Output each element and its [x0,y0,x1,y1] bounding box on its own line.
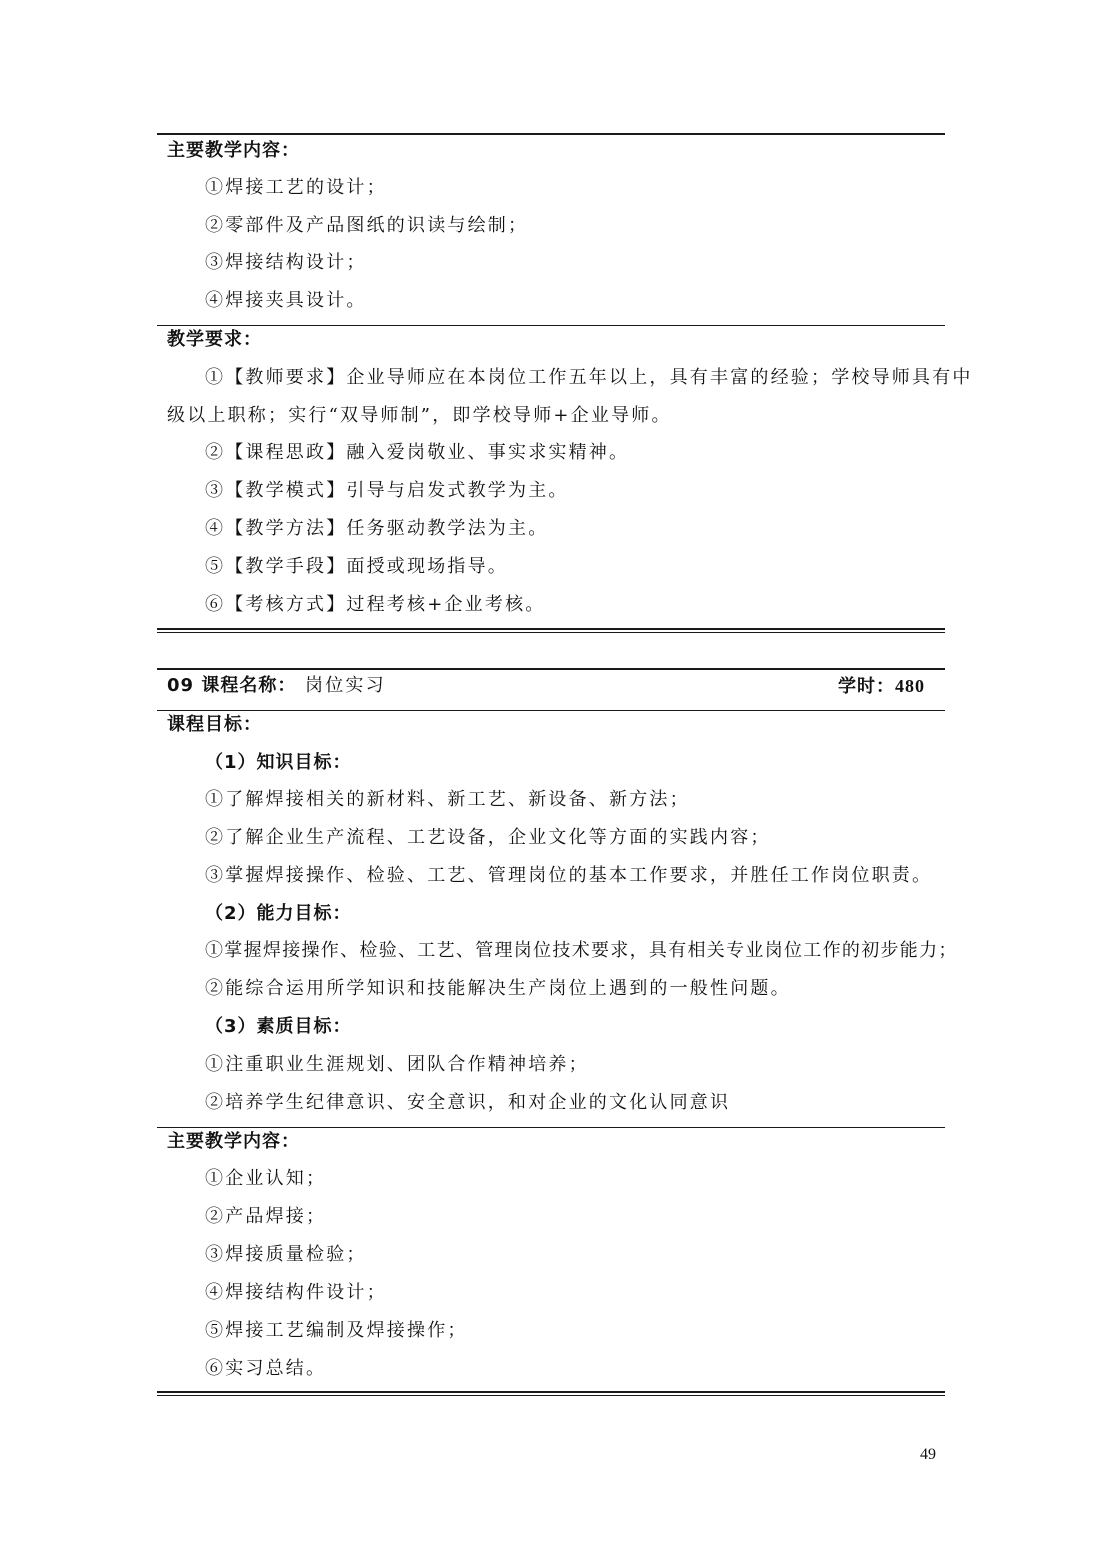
content-heading: 主要教学内容： [167,140,300,161]
list-item: ②了解企业生产流程、工艺设备，企业文化等方面的实践内容； [205,827,771,848]
course-number-label: 09 课程名称： [167,675,297,696]
ability-heading: （2）能力目标： [205,903,352,924]
requirements-heading: 教学要求： [167,329,262,350]
course-top-rule [157,668,945,670]
list-item: ①【教师要求】企业导师应在本岗位工作五年以上，具有丰富的经验；学校导师具有中 [205,367,973,388]
objectives-heading: 课程目标： [167,714,262,735]
list-item: ①注重职业生涯规划、团队合作精神培养； [205,1054,589,1075]
list-item: ①掌握焊接操作、检验、工艺、管理岗位技术要求，具有相关专业岗位工作的初步能力； [205,940,958,961]
list-item: ②培养学生纪律意识、安全意识，和对企业的文化认同意识 [205,1092,731,1113]
divider [157,325,945,326]
list-item: ⑥【考核方式】过程考核+企业考核。 [205,594,546,615]
list-item: ②产品焊接； [205,1206,327,1227]
list-item: ⑤焊接工艺编制及焊接操作； [205,1320,468,1341]
list-item: ③【教学模式】引导与启发式教学为主。 [205,480,569,501]
section-end-rule [157,632,945,633]
list-item: ①企业认知； [205,1168,327,1189]
list-item: ③掌握焊接操作、检验、工艺、管理岗位的基本工作要求，并胜任工作岗位职责。 [205,865,933,886]
list-item: ①焊接工艺的设计； [205,177,387,198]
section-end-rule [157,1395,945,1396]
quality-heading: （3）素质目标： [205,1016,352,1037]
divider [157,710,945,711]
list-item-continued: 级以上职称；实行“双导师制”，即学校导师+企业导师。 [167,405,672,426]
page-number: 49 [920,1446,936,1463]
divider [157,1127,945,1128]
list-item: ④【教学方法】任务驱动教学法为主。 [205,518,549,539]
list-item: ①了解焊接相关的新材料、新工艺、新设备、新方法； [205,789,690,810]
section-end-rule [157,1391,945,1393]
top-rule [157,133,945,135]
list-item: ②能综合运用所学知识和技能解决生产岗位上遇到的一般性问题。 [205,978,791,999]
list-item: ②零部件及产品图纸的识读与绘制； [205,215,529,236]
list-item: ④焊接夹具设计。 [205,290,367,311]
list-item: ②【课程思政】融入爱岗敬业、事实求实精神。 [205,442,630,463]
course-name: 岗位实习 [305,675,386,696]
list-item: ⑥实习总结。 [205,1358,327,1379]
list-item: ③焊接质量检验； [205,1244,367,1265]
list-item: ⑤【教学手段】面授或现场指导。 [205,556,508,577]
course-hours [838,675,925,698]
list-item: ④焊接结构件设计； [205,1282,387,1303]
content-heading: 主要教学内容： [167,1131,300,1152]
section-end-rule [157,628,945,630]
knowledge-heading: （1）知识目标： [205,752,352,773]
hours-value: 480 [895,676,925,696]
list-item: ③焊接结构设计； [205,252,367,273]
hours-label: 学时： [838,676,895,697]
